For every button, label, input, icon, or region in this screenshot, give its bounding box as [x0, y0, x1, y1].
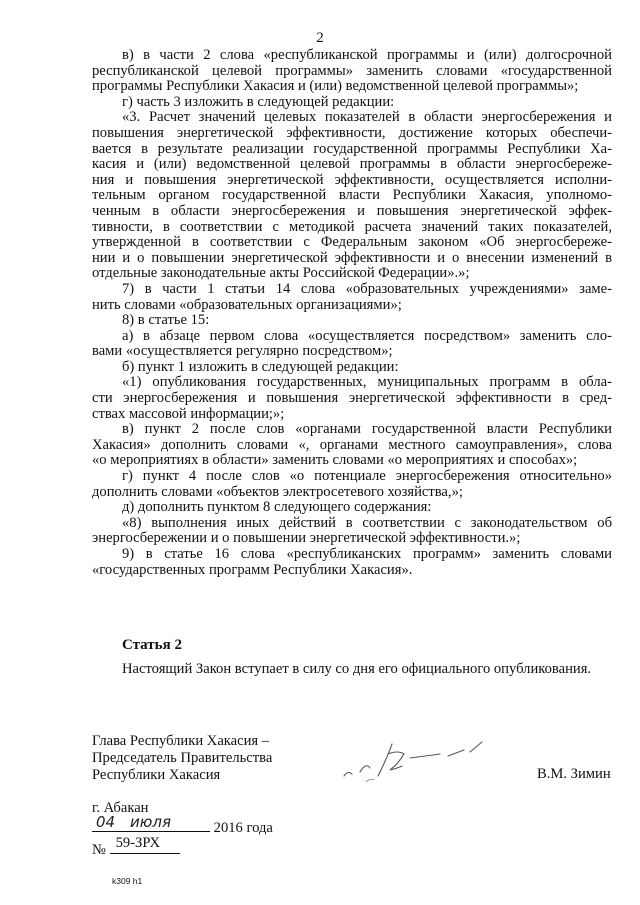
date-blank [92, 815, 210, 832]
text-line: «3. Расчет значений целевых показателей в области энергосбережения и [122, 109, 612, 126]
text-line: б) пункт 1 изложить в следующей редакции: [122, 358, 399, 375]
text-line: 8) в статье 15: [122, 312, 210, 329]
text-line: Хакасия» дополнить словами «, органами местного самоуправления», слова [92, 436, 612, 453]
text-line: «государственных программ Республики Хакасия». [92, 561, 413, 578]
law-number: 59-ЗРХ [115, 835, 160, 851]
text-line: 9) в статье 16 слова «республиканских программ» заменить словами [122, 546, 612, 562]
text-line: ченным в области энергосбережения и повышения энергетической эффек- [92, 202, 612, 219]
law-amendments-text [92, 48, 612, 578]
text-line: программы Республики Хакасия и (или) ведомственной целевой программы»; [92, 78, 579, 95]
text-line: отдельные законодательные акты Российской Федерации».»; [92, 265, 470, 282]
text-line: д) дополнить пунктом 8 следующего содержания: [122, 499, 432, 516]
text-line: 7) в части 1 статьи 14 слова «образовательных учреждениями» заме- [122, 280, 612, 297]
date-day: 04 [96, 813, 116, 831]
law-number-line [92, 837, 180, 859]
number-sign: № [92, 842, 106, 858]
text-line: дополнить словами «объектов электросетевого хозяйства,»; [92, 483, 463, 500]
text-line: «8) выполнения иных действий в соответствии с законодательством об [122, 514, 612, 531]
text-line: «1) опубликования государственных, муниципальных программ в обла- [122, 374, 612, 391]
text-line: вами «осуществляется регулярно посредством»; [92, 343, 393, 360]
signatory-position [92, 733, 272, 784]
text-line: нить словами «образовательных организациями»; [92, 296, 402, 313]
text-line: ния и повышения энергетической эффективности, осуществляется исполни- [92, 171, 612, 188]
text-line: республиканской целевой программы» заменить словами «государственной [92, 62, 612, 79]
handwritten-signature [330, 732, 500, 794]
article-2-title: Статья 2 [122, 637, 182, 653]
date-year: 2016 года [213, 820, 273, 836]
position-line: Глава Республики Хакасия – [92, 733, 270, 749]
text-line: тивности, в соответствии с методикой расчета значений таких показателей, [92, 218, 612, 235]
text-line: вается в результате реализации государственной программы Республики Ха- [92, 140, 612, 157]
page-number: 2 [316, 30, 324, 46]
text-line: касия и (или) ведомственной целевой программы в области энергосбереже- [92, 156, 612, 173]
text-line: энергосбережении и о повышении энергетической эффективности.»; [92, 530, 521, 547]
text-line: а) в абзаце первом слова «осуществляется посредством» заменить сло- [122, 327, 612, 344]
text-line: г) часть 3 изложить в следующей редакции: [122, 93, 395, 110]
signer-name: В.М. Зимин [537, 766, 611, 782]
date-month: июля [130, 813, 171, 831]
number-blank [110, 837, 180, 854]
text-line: ствах массовой информации;»; [92, 405, 285, 422]
text-line: утвержденной в соответствии с Федеральным законом «Об энергосбереже- [92, 234, 612, 251]
text-line: тельным органом государственной власти Республики Хакасия, уполномо- [92, 187, 612, 204]
document-code: k309 h1 [112, 876, 143, 886]
text-line: повышения энергетической эффективности, достижение которых обеспечи- [92, 124, 612, 141]
text-line: сти энергосбережения и повышения энергетической эффективности в сред- [92, 390, 612, 407]
article-2-text: Настоящий Закон вступает в силу со дня его официального опубликования. [122, 661, 592, 677]
position-line: Председатель Правительства [92, 750, 273, 766]
text-line: в) пункт 2 после слов «органами государственной власти Республики [122, 421, 612, 438]
text-line: в) в части 2 слова «республиканской программы и (или) долгосрочной [122, 47, 612, 63]
text-line: нии и о повышении энергетической эффективности и о внесении изменений в [92, 249, 612, 266]
city: г. Абакан [92, 800, 149, 816]
position-line: Республики Хакасия [92, 767, 221, 783]
text-line: г) пункт 4 после слов «о потенциале энергосбережения относительно» [122, 468, 612, 485]
text-line: «о мероприятиях в области» заменить словами «о мероприятиях и способах»; [92, 452, 578, 469]
